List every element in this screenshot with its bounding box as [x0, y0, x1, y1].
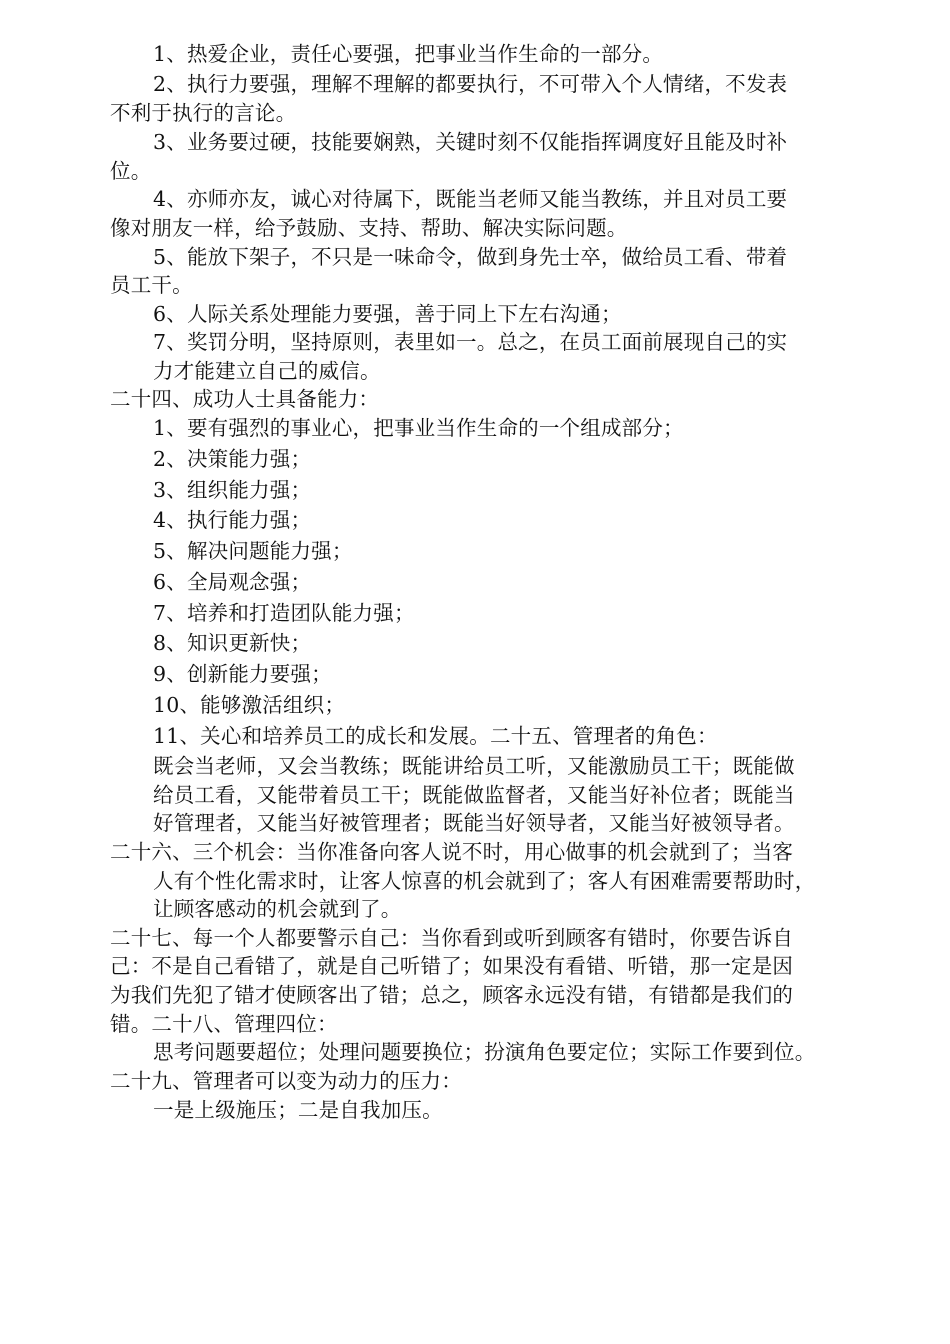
section-heading: 二十六、三个机会：当你准备向客人说不时，用心做事的机会就到了；当客: [110, 840, 794, 864]
text-line: 10、能够激活组织；: [153, 693, 346, 717]
text-line: 1、热爱企业，责任心要强，把事业当作生命的一部分。: [153, 42, 664, 66]
text-line: 7、奖罚分明，坚持原则，表里如一。总之，在员工面前展现自己的实: [153, 330, 788, 354]
text-line: 为我们先犯了错才使顾客出了错；总之，顾客永远没有错，有错都是我们的: [110, 983, 794, 1007]
text-line: 3、组织能力强；: [153, 478, 312, 502]
text-line: 11、关心和培养员工的成长和发展。二十五、管理者的角色：: [153, 724, 718, 748]
section-heading: 二十七、每一个人都要警示自己：当你看到或听到顾客有错时，你要告诉自: [110, 926, 794, 950]
text-line: 2、执行力要强，理解不理解的都要执行，不可带入个人情绪，不发表: [153, 72, 788, 96]
text-line: 给员工看，又能带着员工干；既能做监督者，又能当好补位者；既能当: [153, 783, 795, 807]
text-line: 让顾客感动的机会就到了。: [153, 897, 402, 921]
text-line: 3、业务要过硬，技能要娴熟，关键时刻不仅能指挥调度好且能及时补: [153, 130, 788, 154]
text-line: 4、执行能力强；: [153, 508, 312, 532]
text-line: 7、培养和打造团队能力强；: [153, 601, 415, 625]
text-line: 5、能放下架子，不只是一味命令，做到身先士卒，做给员工看、带着: [153, 245, 788, 269]
section-heading: 二十四、成功人士具备能力：: [110, 387, 380, 411]
text-line: 9、创新能力要强；: [153, 662, 332, 686]
text-line: 2、决策能力强；: [153, 447, 312, 471]
text-line: 既会当老师，又会当教练；既能讲给员工听，又能激励员工干；既能做: [153, 754, 795, 778]
text-line: 5、解决问题能力强；: [153, 539, 353, 563]
text-line: 人有个性化需求时，让客人惊喜的机会就到了；客人有困难需要帮助时，: [153, 869, 816, 893]
text-line: 己：不是自己看错了，就是自己听错了；如果没有看错、听错，那一定是因: [110, 954, 794, 978]
text-line: 错。二十八、管理四位：: [110, 1012, 338, 1036]
text-line: 好管理者，又能当好被管理者；既能当好领导者，又能当好被领导者。: [153, 811, 795, 835]
text-line: 像对朋友一样，给予鼓励、支持、帮助、解决实际问题。: [110, 216, 628, 240]
text-line: 思考问题要超位；处理问题要换位；扮演角色要定位；实际工作要到位。: [153, 1040, 816, 1064]
text-line: 6、人际关系处理能力要强，善于同上下左右沟通；: [153, 302, 622, 326]
text-line: 6、全局观念强；: [153, 570, 312, 594]
section-heading: 二十九、管理者可以变为动力的压力：: [110, 1069, 462, 1093]
text-line: 力才能建立自己的威信。: [153, 359, 381, 383]
text-line: 不利于执行的言论。: [110, 101, 297, 125]
text-line: 员工干。: [110, 273, 193, 297]
text-line: 1、要有强烈的事业心，把事业当作生命的一个组成部分；: [153, 416, 684, 440]
text-line: 一是上级施压；二是自我加压。: [153, 1098, 443, 1122]
text-line: 4、亦师亦友，诚心对待属下，既能当老师又能当教练，并且对员工要: [153, 187, 788, 211]
text-line: 位。: [110, 159, 152, 183]
text-line: 8、知识更新快；: [153, 631, 312, 655]
